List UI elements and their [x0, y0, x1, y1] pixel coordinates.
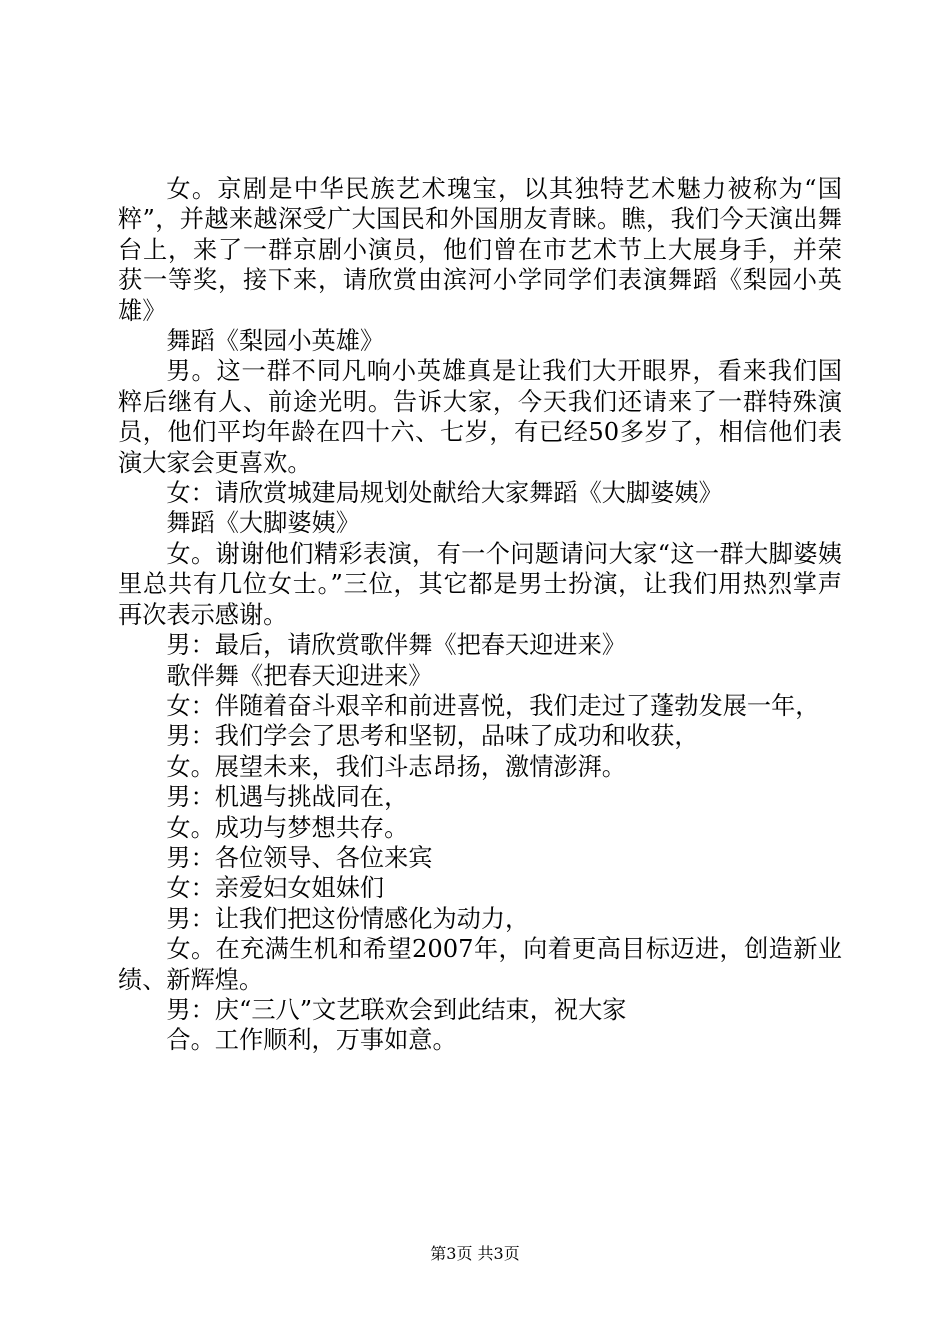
paragraph: 女。成功与梦想共存。	[166, 813, 409, 842]
paragraph: 合。工作顺利，万事如意。	[166, 1026, 457, 1055]
paragraph: 女。谢谢他们精彩表演，有一个问题请问大家“这一群大脚婆姨里总共有几位女士。”三位，其它都是男士扮演，让我们用热烈掌声再次表示感谢。	[118, 539, 842, 629]
paragraph: 男：让我们把这份情感化为动力，	[166, 904, 530, 933]
paragraph: 女。京剧是中华民族艺术瑰宝，以其独特艺术魅力被称为“国粹”，并越来越深受广大国民和外国朋友青睐。瞧，我们今天演出舞台上，来了一群京剧小演员，他们曾在市艺术节上大展身手，并荣获一等奖，接下来，请欣赏由滨河小学同学们表演舞蹈《梨园小英雄》	[118, 175, 842, 325]
paragraph: 舞蹈《梨园小英雄》	[166, 327, 385, 356]
paragraph: 女：请欣赏城建局规划处献给大家舞蹈《大脚婆姨》	[166, 479, 723, 508]
paragraph: 男：庆“三八”文艺联欢会到此结束，祝大家	[166, 995, 627, 1024]
paragraph: 男：我们学会了思考和坚韧，品味了成功和收获，	[166, 722, 699, 751]
paragraph: 女：伴随着奋斗艰辛和前进喜悦，我们走过了蓬勃发展一年，	[166, 691, 820, 720]
paragraph: 女：亲爱妇女姐妹们	[166, 874, 385, 903]
paragraph: 歌伴舞《把春天迎进来》	[166, 661, 433, 690]
paragraph: 男：机遇与挑战同在，	[166, 783, 409, 812]
paragraph: 舞蹈《大脚婆姨》	[166, 509, 360, 538]
paragraph: 男：最后，请欣赏歌伴舞《把春天迎进来》	[166, 631, 626, 660]
page-number-footer: 第3页 共3页	[430, 1244, 520, 1263]
paragraph: 男：各位领导、各位来宾	[166, 843, 433, 872]
paragraph: 女。展望未来，我们斗志昂扬，激情澎湃。	[166, 752, 626, 781]
document-body	[118, 174, 842, 1056]
paragraph: 男。这一群不同凡响小英雄真是让我们大开眼界，看来我们国粹后继有人、前途光明。告诉大家，今天我们还请来了一群特殊演员，他们平均年龄在四十六、七岁，有已经50多岁了，相信他们表演大家会更喜欢。	[118, 357, 842, 477]
paragraph: 女。在充满生机和希望2007年，向着更高目标迈进，创造新业绩、新辉煌。	[118, 935, 842, 994]
